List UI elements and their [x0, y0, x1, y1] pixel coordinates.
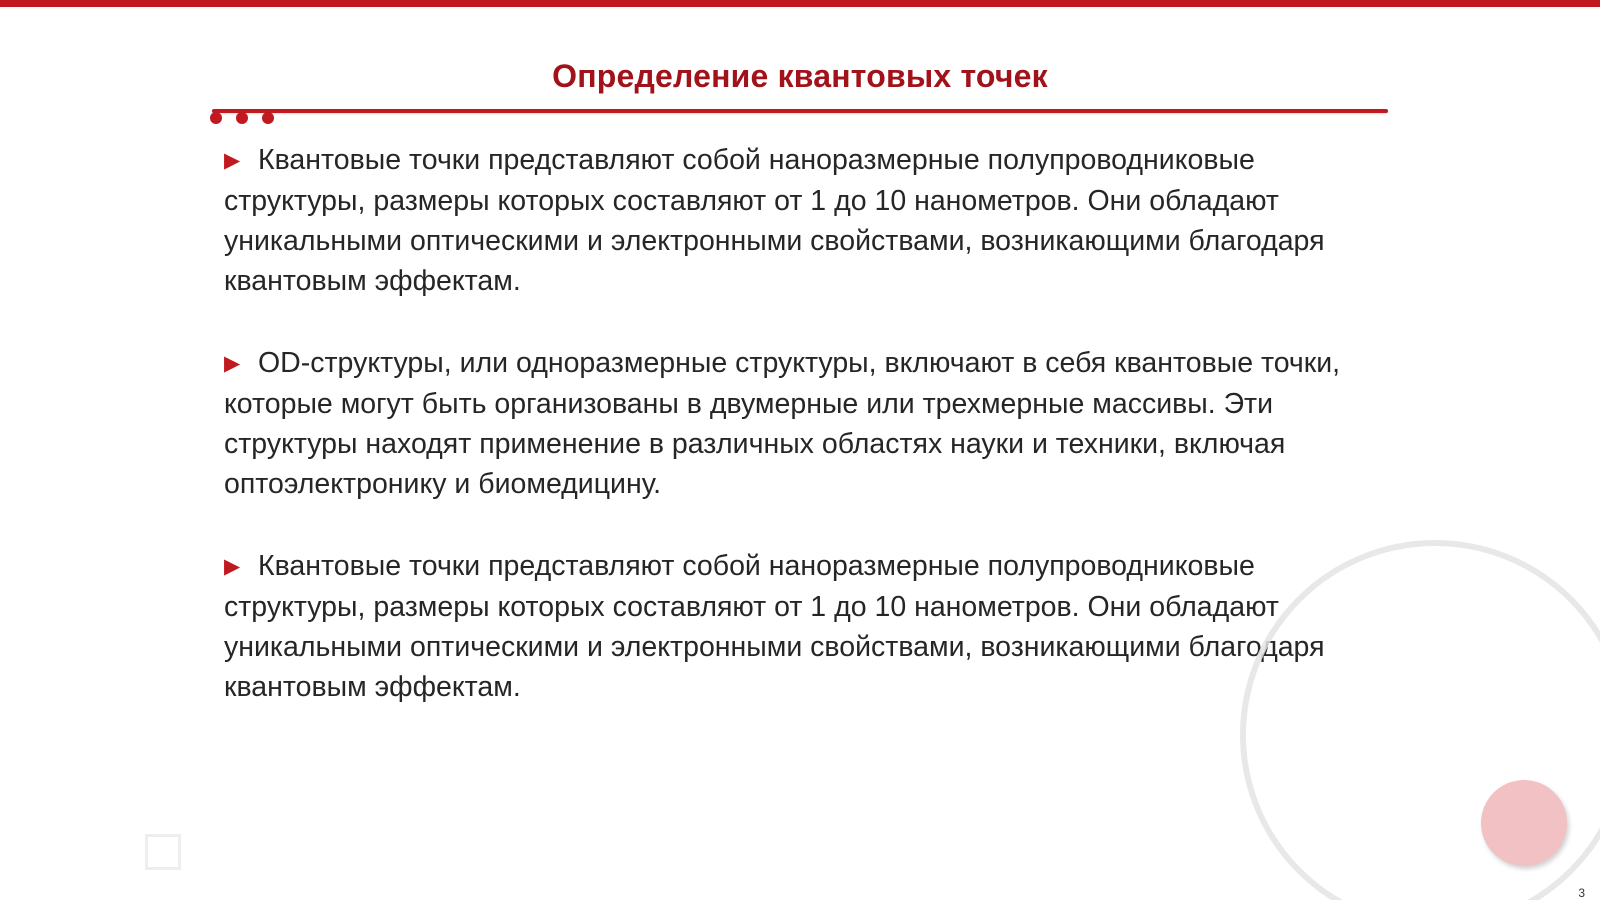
bullet-item-2 — [224, 343, 1359, 504]
slide-title: Определение квантовых точек — [552, 58, 1048, 94]
triangle-bullet-icon: ▶ — [224, 352, 241, 375]
triangle-bullet-icon: ▶ — [224, 149, 241, 172]
bullet-item-1 — [224, 140, 1359, 301]
decorative-circle — [1481, 780, 1567, 866]
bullet-item-3 — [224, 546, 1359, 707]
title-underline — [212, 109, 1388, 113]
page-number: 3 — [1578, 886, 1585, 900]
triangle-bullet-icon: ▶ — [224, 555, 241, 578]
bullet-list — [224, 140, 1359, 749]
top-accent-bar — [0, 0, 1600, 7]
bullet-text-3: Квантовые точки представляют собой наноразмерные полупроводниковые структуры, размеры которых составляют от 1 до 10 нанометров. Они обладают уникальными оптическими и электронными свойствами, возникающими благодаря квантовым эффектам. — [224, 550, 1325, 703]
bullet-text-1: Квантовые точки представляют собой наноразмерные полупроводниковые структуры, размеры которых составляют от 1 до 10 нанометров. Они обладают уникальными оптическими и электронными свойствами, возникающими благодаря квантовым эффектам. — [224, 144, 1325, 297]
decorative-square — [145, 834, 181, 870]
rule-dot-2 — [236, 112, 248, 124]
rule-dot-1 — [210, 112, 222, 124]
rule-dot-3 — [262, 112, 274, 124]
bullet-text-2: OD-структуры, или одноразмерные структуры, включают в себя квантовые точки, которые могут быть организованы в двумерные или трехмерные массивы. Эти структуры находят применение в различных областях науки и техники, включая оптоэлектронику и биомедицину. — [224, 347, 1341, 500]
